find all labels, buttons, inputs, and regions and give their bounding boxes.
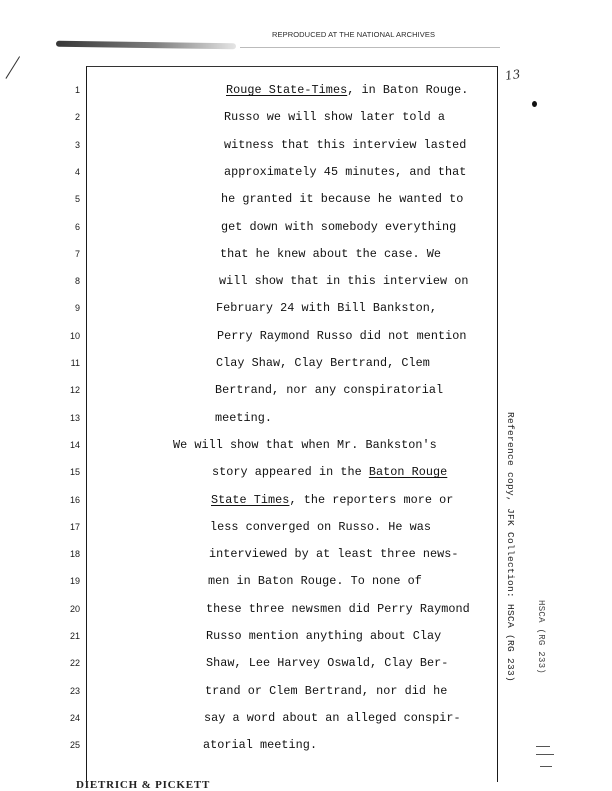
margin-tick xyxy=(540,766,552,767)
line-number: 7 xyxy=(74,248,80,259)
line-number: 5 xyxy=(74,194,80,205)
line-number: 22 xyxy=(69,658,80,669)
line-text: February 24 with Bill Bankston, xyxy=(216,301,438,316)
line-number: 23 xyxy=(69,685,80,696)
transcript-line xyxy=(209,547,459,561)
transcript-line xyxy=(216,356,430,370)
handwritten-page-number: 13 xyxy=(504,67,522,83)
line-text: Perry Raymond Russo did not mention xyxy=(217,328,467,343)
transcript-line xyxy=(208,574,422,588)
transcript-line xyxy=(206,629,441,643)
underlined-title: State Times xyxy=(211,492,290,507)
transcript-line xyxy=(224,110,445,124)
line-number: 4 xyxy=(74,166,80,177)
line-text: , in Baton Rouge. xyxy=(347,83,469,97)
line-number: 14 xyxy=(69,439,80,450)
line-number: 24 xyxy=(69,712,80,723)
transcript-line xyxy=(211,493,453,507)
transcript-line xyxy=(173,438,437,452)
line-number: 8 xyxy=(74,276,80,287)
line-number: 9 xyxy=(74,303,80,314)
reference-copy-stamp: Reference copy, JFK Collection: HSCA (RG 233) xyxy=(505,412,516,683)
archives-stamp: REPRODUCED AT THE NATIONAL ARCHIVES xyxy=(272,30,436,39)
line-number: 12 xyxy=(69,385,80,396)
transcript-line xyxy=(206,602,470,616)
line-number: 19 xyxy=(69,576,80,587)
line-number: 16 xyxy=(69,494,80,505)
line-text: say a word about an alleged conspir- xyxy=(204,710,461,725)
line-text: get down with somebody everything xyxy=(221,219,457,234)
line-number: 15 xyxy=(69,467,80,478)
margin-tick xyxy=(536,754,554,755)
transcript-line xyxy=(212,465,447,479)
line-text: Bertrand, nor any conspiratorial xyxy=(215,383,444,398)
line-number: 2 xyxy=(74,112,80,123)
margin-tick xyxy=(536,746,550,747)
transcript-line xyxy=(216,301,437,315)
line-text: Russo mention anything about Clay xyxy=(206,629,442,643)
copy-smudge xyxy=(56,41,236,50)
line-text: that he knew about the case. We xyxy=(220,246,442,261)
line-text: less converged on Russo. He was xyxy=(210,519,432,534)
transcript-line xyxy=(224,138,466,152)
line-number: 21 xyxy=(69,631,80,641)
transcript-line xyxy=(221,220,456,234)
line-text: will show that in this interview on xyxy=(219,274,469,289)
line-number: 18 xyxy=(69,549,80,560)
underlined-title: Rouge State-Times xyxy=(226,83,348,97)
line-text: interviewed by at least three news- xyxy=(209,547,459,562)
line-number: 17 xyxy=(69,521,80,532)
line-text: We will show that when Mr. Bankston's xyxy=(173,437,437,452)
line-number: 13 xyxy=(69,412,80,423)
transcript-line xyxy=(215,411,272,425)
line-text: he granted it because he wanted to xyxy=(221,192,464,207)
line-text: Shaw, Lee Harvey Oswald, Clay Ber- xyxy=(206,656,449,671)
line-text: Clay Shaw, Clay Bertrand, Clem xyxy=(216,356,430,370)
line-text: approximately 45 minutes, and that xyxy=(224,164,467,179)
line-text: story appeared in the xyxy=(212,465,369,480)
transcript-line xyxy=(220,247,441,261)
transcript-line xyxy=(210,520,431,534)
transcript-line xyxy=(224,165,466,179)
transcript-line xyxy=(219,274,469,288)
line-number: 1 xyxy=(74,85,80,95)
line-text: Russo we will show later told a xyxy=(224,110,446,125)
line-number: 11 xyxy=(70,358,80,368)
transcript-line xyxy=(205,684,447,698)
transcript-line xyxy=(206,656,448,670)
underlined-title: Baton Rouge xyxy=(368,465,448,480)
line-text: , the reporters more or xyxy=(289,492,454,507)
margin-pen-mark xyxy=(5,56,20,79)
reference-copy-stamp-faint: HSCA (RG 233) xyxy=(536,600,546,675)
line-text: atorial meeting. xyxy=(203,738,318,753)
transcript-line xyxy=(215,383,443,397)
line-number: 3 xyxy=(74,139,80,150)
transcript-line xyxy=(217,329,467,343)
copy-streak xyxy=(240,47,500,48)
reporter-footer: DIETRICH & PICKETT xyxy=(76,779,211,791)
transcript-line xyxy=(203,738,317,752)
line-number: 20 xyxy=(69,603,80,614)
line-text: these three newsmen did Perry Raymond xyxy=(206,601,470,616)
line-text: men in Baton Rouge. To none of xyxy=(208,574,422,589)
line-number: 10 xyxy=(69,330,80,341)
line-number: 6 xyxy=(74,221,80,232)
line-text: meeting. xyxy=(215,410,273,425)
transcript-line xyxy=(221,192,463,206)
transcript-line xyxy=(226,83,468,97)
ink-dot xyxy=(532,101,537,107)
line-number: 25 xyxy=(69,740,80,751)
transcript-line xyxy=(204,711,461,725)
line-text: trand or Clem Bertrand, nor did he xyxy=(205,683,448,698)
line-text: witness that this interview lasted xyxy=(224,137,467,152)
